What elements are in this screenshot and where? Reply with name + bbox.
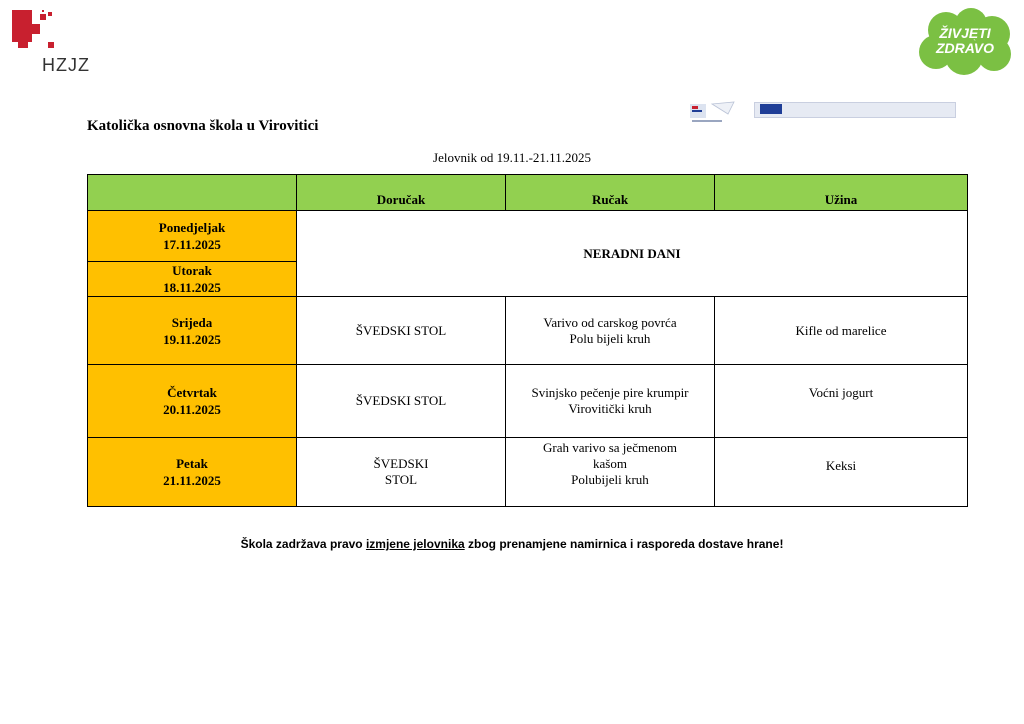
- day-date: 20.11.2025: [163, 402, 221, 417]
- day-date: 18.11.2025: [163, 280, 221, 295]
- banner-strip: [754, 102, 956, 118]
- lunch-cell: [506, 297, 715, 365]
- notice-part2: zbog prenamjene namirnica i rasporeda dostave hrane!: [464, 537, 784, 551]
- snack-cell: Keksi: [715, 438, 968, 507]
- day-date: 19.11.2025: [163, 331, 221, 347]
- holiday-cell: NERADNI DANI: [297, 211, 968, 297]
- snack-cell: Kifle od marelice: [715, 297, 968, 365]
- header-empty: [88, 175, 297, 211]
- table-row: [88, 365, 968, 438]
- hzjz-logo-text: HZJZ: [42, 55, 90, 75]
- breakfast-cell: [297, 438, 506, 507]
- breakfast-cell: ŠVEDSKI STOL: [297, 365, 506, 438]
- notice-part1: Škola zadržava pravo: [240, 537, 366, 551]
- day-name: Srijeda: [171, 314, 213, 330]
- day-date: 21.11.2025: [163, 473, 221, 488]
- notice-underlined: izmjene jelovnika: [365, 537, 465, 551]
- menu-title: Jelovnik od 19.11.-21.11.2025: [433, 150, 591, 165]
- menu-table: [87, 174, 968, 507]
- table-row: [88, 438, 968, 507]
- lunch-line: kašom: [593, 456, 627, 471]
- breakfast-line: STOL: [384, 472, 418, 487]
- eu-flag-icon: [760, 104, 782, 114]
- lunch-line: Polubijeli kruh: [571, 472, 649, 487]
- eu-funding-banner: [688, 96, 956, 130]
- table-row: [88, 211, 968, 262]
- lunch-line: Grah varivo sa ječmenom: [543, 440, 677, 455]
- header-lunch: Ručak: [506, 175, 715, 211]
- day-cell: [88, 297, 297, 365]
- project-logo-icon: [688, 100, 738, 126]
- zdravo-line: ZDRAVO: [935, 40, 995, 56]
- day-cell: [88, 365, 297, 438]
- day-date: 17.11.2025: [163, 237, 221, 252]
- menu-change-notice: [0, 537, 1024, 551]
- zivjeti-zdravo-logo: [916, 8, 1014, 76]
- lunch-line: Virovitički kruh: [568, 401, 652, 416]
- day-name: Petak: [176, 456, 208, 471]
- breakfast-line: ŠVEDSKI: [373, 456, 429, 471]
- lunch-line: Svinjsko pečenje pire krumpir: [531, 385, 689, 400]
- day-cell: [88, 211, 297, 262]
- day-cell: [88, 438, 297, 507]
- day-name: Utorak: [172, 263, 212, 278]
- day-name: Četvrtak: [167, 385, 217, 400]
- snack-cell: Voćni jogurt: [715, 365, 968, 438]
- lunch-cell: [506, 438, 715, 507]
- header-snack: Užina: [715, 175, 968, 211]
- school-name: Katolička osnovna škola u Virovitici: [87, 118, 319, 134]
- day-name: Ponedjeljak: [158, 220, 226, 235]
- lunch-line: Polu bijeli kruh: [569, 330, 651, 346]
- day-cell: [88, 262, 297, 297]
- breakfast-cell: ŠVEDSKI STOL: [297, 297, 506, 365]
- table-header-row: [88, 175, 968, 211]
- header-breakfast: Doručak: [297, 175, 506, 211]
- table-row: [88, 297, 968, 365]
- lunch-line: Varivo od carskog povrća: [543, 314, 677, 330]
- zivjeti-line: ŽIVJETI: [939, 25, 991, 41]
- lunch-cell: [506, 365, 715, 438]
